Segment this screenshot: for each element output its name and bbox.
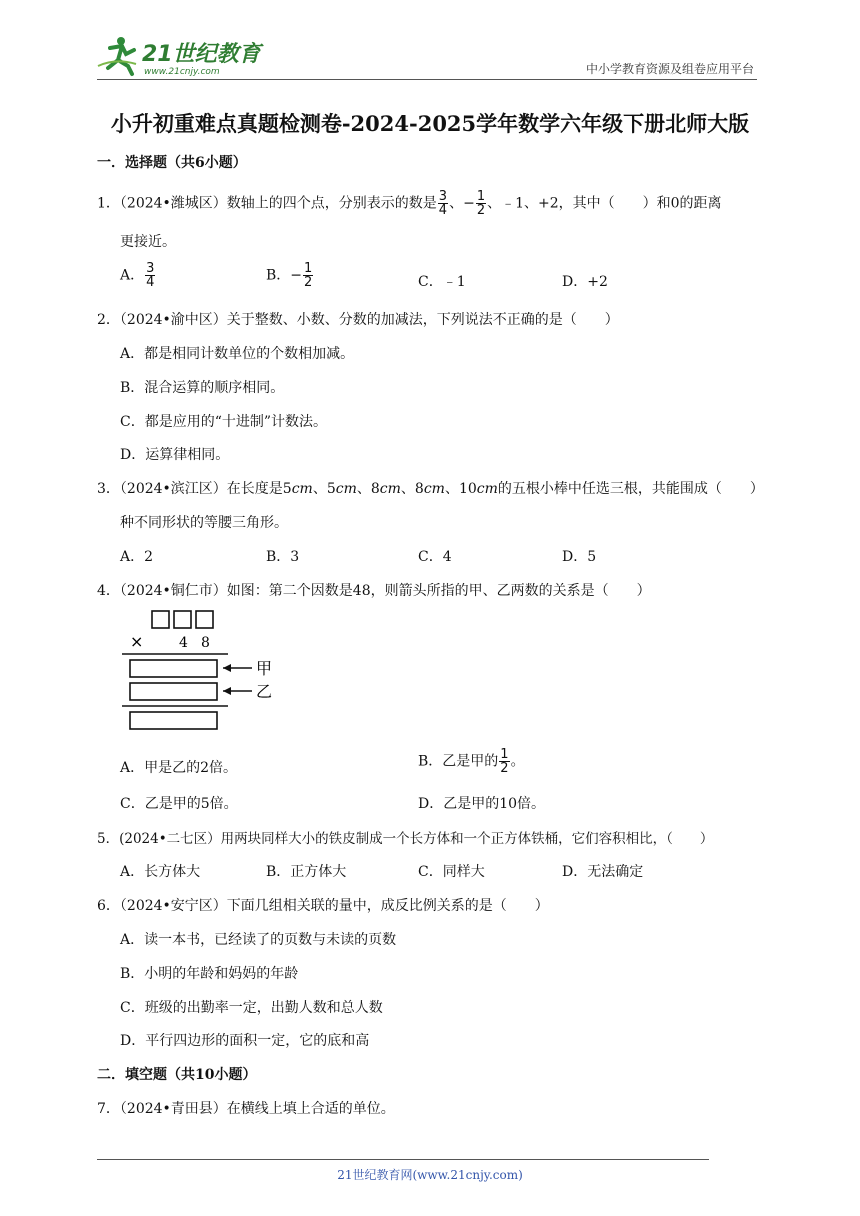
q3-text: 、5 [312, 481, 336, 497]
arrow-left-icon [223, 664, 231, 672]
q5-option-d: D．无法确定 [562, 864, 644, 880]
q3-option-d: D．5 [562, 549, 597, 565]
q3-option-b: B．3 [266, 549, 300, 565]
label-yi: 乙 [256, 682, 273, 701]
option-text: 。 [510, 753, 525, 770]
q3-text: 3．（2024•滨江区）在长度是5 [97, 481, 292, 497]
runner-logo-icon [96, 34, 266, 78]
platform-name: 中小学教育资源及组卷应用平台 [585, 62, 754, 76]
question-4-stem: 4．（2024•铜仁市）如图：第二个因数是48，则箭头所指的甲、乙两数的关系是（ ） [97, 583, 651, 599]
question-1-continuation: 更接近。 [120, 234, 176, 250]
q3-option-c: C．4 [418, 549, 452, 565]
fraction-one-half [476, 190, 486, 217]
logo-text: 21世纪教育 [142, 42, 261, 67]
q2-option-b: B．混合运算的顺序相同。 [120, 380, 285, 396]
footer-divider [97, 1159, 709, 1160]
footer-text: 21世纪教育网(www.21cnjy.com) [337, 1168, 523, 1182]
digit-four: 4 [179, 635, 188, 651]
digit-eight: 8 [201, 635, 210, 651]
digit-box [174, 611, 191, 628]
frac-num: 1 [304, 261, 313, 276]
q5-option-a: A．长方体大 [120, 864, 201, 880]
question-6-stem: 6．（2024•安宁区）下面几组相关联的量中，成反比例关系的是（ ） [97, 898, 549, 914]
q3-text: 、8 [356, 481, 380, 497]
fraction-option [303, 262, 313, 289]
question-7-stem: 7．（2024•青田县）在横线上填上合适的单位。 [97, 1101, 395, 1117]
q3-text: 、10 [444, 481, 477, 497]
option-text: B．乙是甲的 [418, 753, 499, 770]
question-1-stem [97, 190, 722, 217]
section-heading-fill: 二．填空题（共10小题） [97, 1067, 257, 1083]
q4-option-b [418, 748, 525, 775]
q2-option-a: A．都是相同计数单位的个数相加减。 [120, 346, 355, 362]
unit-cm: cm [335, 481, 357, 497]
partial-product-jia-box [130, 660, 217, 677]
fraction-three-quarters [438, 190, 448, 217]
q1-option-a [120, 262, 156, 289]
fraction-option [145, 262, 155, 289]
frac-den: 4 [438, 203, 448, 218]
q1-option-b [266, 262, 314, 289]
q1-text-pre: 1．（2024•潍城区）数轴上的四个点，分别表示的数是 [97, 195, 437, 212]
frac-num: 3 [438, 189, 448, 204]
product-box [130, 712, 217, 729]
q6-option-c: C．班级的出勤率一定，出勤人数和总人数 [120, 1000, 383, 1016]
q1-sep: 、 [449, 195, 464, 212]
q4-option-c: C．乙是甲的5倍。 [120, 796, 238, 812]
digit-box [196, 611, 213, 628]
q6-option-b: B．小明的年龄和妈妈的年龄 [120, 966, 299, 982]
frac-den: 2 [304, 275, 313, 290]
option-label: A． [120, 267, 145, 284]
q3-text: 、8 [400, 481, 424, 497]
question-3-stem [97, 478, 764, 498]
q1-text-post: 、﹣1、+2，其中（ ）和0的距离 [487, 195, 722, 212]
unit-cm: cm [476, 481, 498, 497]
unit-cm: cm [379, 481, 401, 497]
q3-option-a: A．2 [120, 549, 154, 565]
logo-url: www.21cnjy.com [144, 67, 220, 77]
site-logo [96, 34, 266, 78]
q2-option-c: C．都是应用的“十进制”计数法。 [120, 414, 328, 430]
question-3-continuation: 种不同形状的等腰三角形。 [120, 515, 288, 531]
multiplication-figure [120, 608, 280, 736]
q3-text: 的五根小棒中任选三根，共能围成（ ） [497, 481, 764, 497]
frac-den: 2 [500, 761, 509, 776]
q4-option-d: D．乙是甲的10倍。 [418, 796, 546, 812]
minus-sign: − [290, 267, 303, 284]
vertical-multiplication-diagram [120, 608, 280, 736]
frac-num: 3 [146, 261, 155, 276]
q6-option-d: D．平行四边形的面积一定，它的底和高 [120, 1033, 370, 1049]
unit-cm: cm [423, 481, 445, 497]
question-2-stem: 2．（2024•渝中区）关于整数、小数、分数的加减法，下列说法不正确的是（ ） [97, 312, 619, 328]
q6-option-a: A．读一本书，已经读了的页数与未读的页数 [120, 932, 397, 948]
frac-den: 2 [476, 203, 486, 218]
question-5-stem: 5．(2024•二七区）用两块同样大小的铁皮制成一个长方体和一个正方体铁桶，它们容积相比，（ ） [97, 831, 714, 847]
label-jia: 甲 [256, 659, 273, 678]
q2-option-d: D．运算律相同。 [120, 447, 230, 463]
page-title: 小升初重难点真题检测卷-2024-2025学年数学六年级下册北师大版 [110, 111, 750, 136]
q1-option-c: C．﹣1 [418, 274, 466, 290]
times-sign: × [130, 632, 144, 651]
frac-num: 1 [500, 747, 509, 762]
section-heading-choice: 一．选择题（共6小题） [97, 155, 247, 171]
minus-sign: − [463, 195, 475, 212]
frac-num: 1 [476, 189, 486, 204]
digit-box [152, 611, 169, 628]
unit-cm: cm [291, 481, 313, 497]
partial-product-yi-box [130, 683, 217, 700]
option-label: B． [266, 267, 291, 284]
fraction-one-half [499, 748, 509, 775]
arrow-left-icon [223, 687, 231, 695]
q5-option-c: C．同样大 [418, 864, 485, 880]
q5-option-b: B．正方体大 [266, 864, 347, 880]
frac-den: 4 [146, 275, 155, 290]
header-divider [97, 79, 757, 80]
q1-option-d: D．+2 [562, 274, 608, 290]
q4-option-a: A．甲是乙的2倍。 [120, 760, 238, 776]
